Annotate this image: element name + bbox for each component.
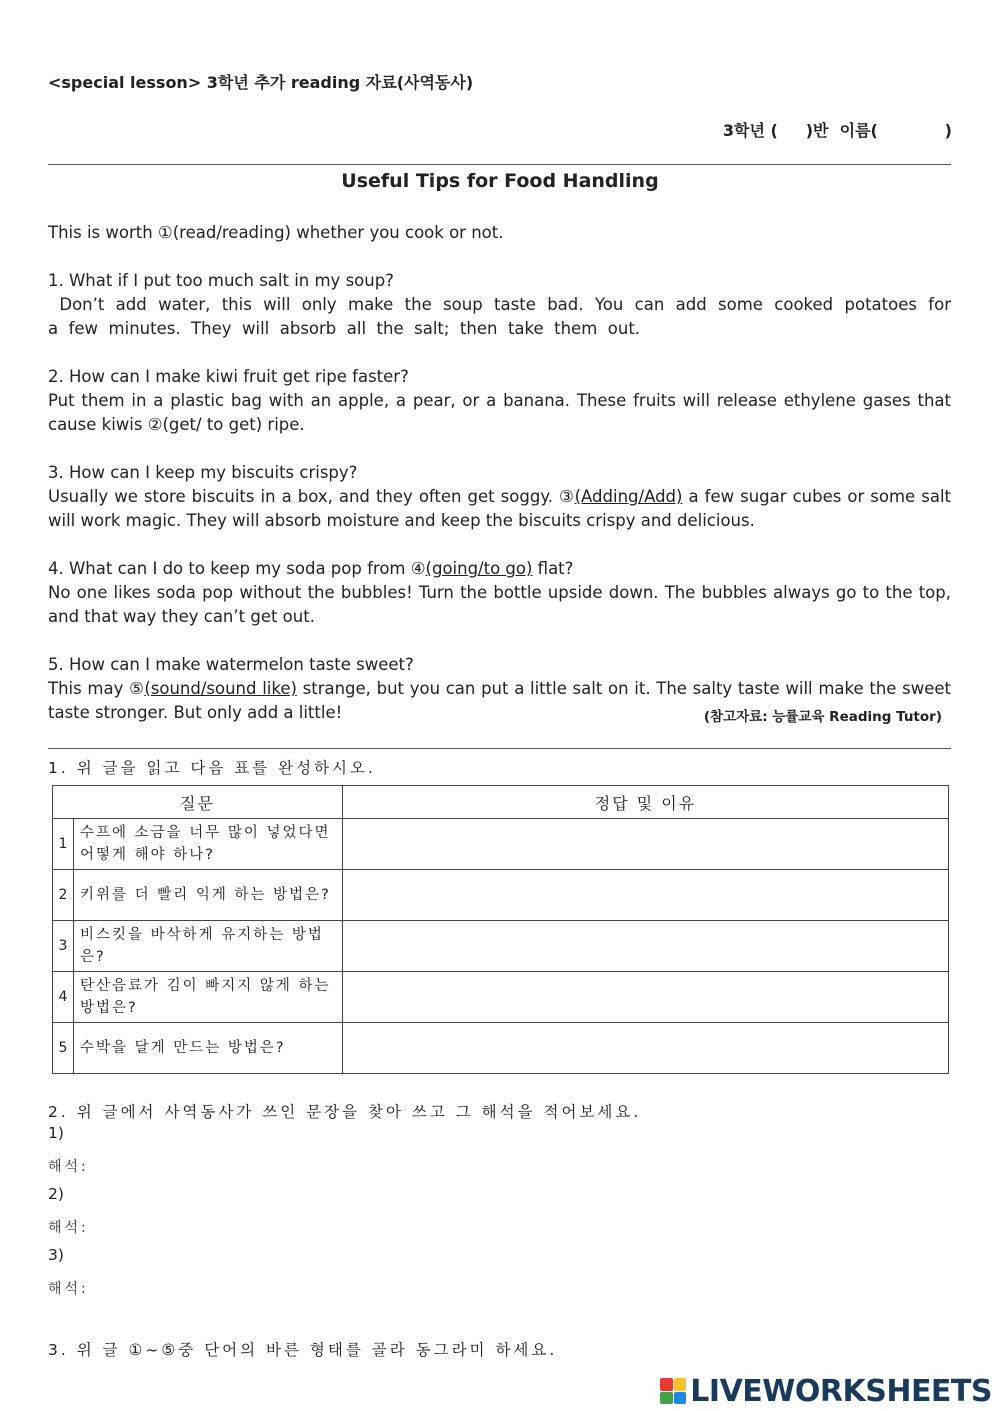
reference-note: (참고자료: 능률교육 Reading Tutor) (703, 709, 942, 725)
translation-2-label: 해석: (48, 1220, 89, 1236)
item-3-answer-post: a few sugar cubes or some salt will work magic. They will absorb moisture and keep the biscuits crispy and delicious. (48, 487, 952, 530)
item-4-answer: No one likes soda pop without the bubbles! Turn the bottle upside down. The bubbles always go to the top, and that way they can’t get out. (48, 583, 951, 626)
item-3-answer-pre: Usually we store biscuits in a box, and they often get soggy. ③ (48, 487, 575, 506)
item-1-answer: Don’t add water, this will only make the soup taste bad. You can add some cooked potatoes for a few minutes. They will absorb all the salt; then take them out. (48, 295, 962, 338)
row-question: 탄산음료가 김이 빠지지 않게 하는 방법은? (74, 972, 343, 1023)
logo-block-yellow (674, 1378, 687, 1391)
item-3-question: 3. How can I keep my biscuits crispy? (48, 463, 358, 482)
column-header-answer: 정답 및 이유 (343, 786, 949, 819)
sentence-2-number: 2) (48, 1185, 64, 1203)
row-number: 1 (53, 819, 74, 870)
row-question: 비스킷을 바삭하게 유지하는 방법은? (74, 921, 343, 972)
table-row (53, 870, 949, 921)
item-5-question: 5. How can I make watermelon taste sweet? (48, 655, 414, 674)
translation-1-label: 해석: (48, 1159, 89, 1175)
logo-block-green (660, 1392, 673, 1405)
intro-sentence: This is worth ①(read/reading) whether you cook or not. (48, 223, 504, 242)
article-title: Useful Tips for Food Handling (341, 170, 659, 192)
header-divider (48, 164, 951, 165)
answer-cell[interactable] (343, 972, 949, 1023)
blank-5-choice[interactable]: (sound/sound like) (144, 679, 297, 698)
row-question: 수프에 소금을 너무 많이 넣었다면 어떻게 해야 하나? (74, 819, 343, 870)
sentence-1-number: 1) (48, 1124, 64, 1142)
row-number: 4 (53, 972, 74, 1023)
column-header-question: 질문 (53, 786, 343, 819)
item-4-question (48, 557, 951, 581)
item-3-answer (48, 485, 951, 533)
item-2-answer: Put them in a plastic bag with an apple, a pear, or a banana. These fruits will release ethylene gases that cause kiwis ②(get/ to get) ripe. (48, 391, 951, 434)
table-row (53, 921, 949, 972)
blank-4-choice[interactable]: (going/to go) (425, 559, 533, 578)
answer-cell[interactable] (343, 921, 949, 972)
exercise-2-instruction: 2. 위 글에서 사역동사가 쓰인 문장을 찾아 쓰고 그 해석을 적어보세요. (48, 1103, 642, 1121)
item-5-answer-pre: This may ⑤ (48, 679, 145, 698)
blank-3-choice[interactable]: (Adding/Add) (574, 487, 683, 506)
row-number: 5 (53, 1023, 74, 1074)
answer-table (52, 785, 949, 1074)
answer-cell[interactable] (343, 1023, 949, 1074)
table-row (53, 819, 949, 870)
table-header-row (53, 786, 949, 819)
lesson-header-title: <special lesson> 3학년 추가 reading 자료(사역동사) (48, 73, 474, 92)
sentence-3-number: 3) (48, 1246, 64, 1264)
answer-cell[interactable] (343, 870, 949, 921)
logo-block-red (660, 1378, 673, 1391)
exercise-1-instruction: 1. 위 글을 읽고 다음 표를 완성하시오. (48, 759, 376, 777)
item-5-answer-post: strange, but you can put a little salt on it. The salty taste will make the sweet taste stronger. But only add a little! (48, 679, 951, 722)
exercise-3-instruction: 3. 위 글 ①~⑤중 단어의 바른 형태를 골라 동그라미 하세요. (48, 1341, 558, 1359)
row-number: 3 (53, 921, 74, 972)
row-question: 키위를 더 빨리 익게 하는 방법은? (74, 870, 343, 921)
article-divider (48, 748, 951, 749)
answer-cell[interactable] (343, 819, 949, 870)
row-number: 2 (53, 870, 74, 921)
item-1-question: 1. What if I put too much salt in my soup? (48, 271, 394, 290)
item-2-question: 2. How can I make kiwi fruit get ripe faster? (48, 367, 409, 386)
logo-blocks-icon (660, 1378, 686, 1404)
translation-3-label: 해석: (48, 1281, 89, 1297)
logo-block-blue (674, 1392, 687, 1405)
item-4-question-post: flat? (532, 559, 574, 578)
item-4-question-pre: 4. What can I do to keep my soda pop from ④ (48, 559, 426, 578)
class-name-line: 3학년 ( )반 이름( ) (722, 121, 952, 140)
table-row (53, 1023, 949, 1074)
logo-text: LIVEWORKSHEETS (690, 1373, 992, 1409)
table-row (53, 972, 949, 1023)
row-question: 수박을 달게 만드는 방법은? (74, 1023, 343, 1074)
liveworksheets-logo[interactable] (660, 1374, 992, 1408)
